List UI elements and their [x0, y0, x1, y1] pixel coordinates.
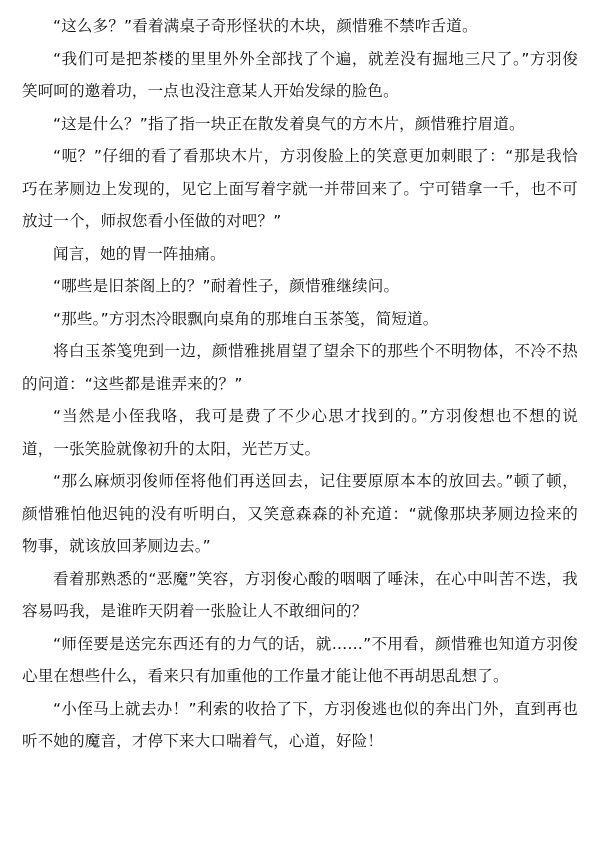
paragraph: “师侄要是送完东西还有的力气的话，就……”不用看，颜惜雅也知道方羽俊心里在想些什么，看来只有加重他的工作量才能让他不再胡思乱想了。 [22, 634, 578, 685]
paragraph: “小侄马上就去办！”利索的收拾了下，方羽俊逃也似的奔出门外，直到再也听不她的魔音，才停下来大口喘着气，心道，好险！ [22, 699, 578, 750]
paragraph: “这是什么？”指了指一块正在散发着臭气的方木片，颜惜雅拧眉道。 [53, 114, 525, 133]
paragraph: 看着那熟悉的“恶魔”笑容，方羽俊心酸的咽咽了唾沫，在心中叫苦不迭，我容易吗我，是谁昨天阴着一张脸让人不敢细问的？ [22, 569, 578, 620]
paragraph: “那么麻烦羽俊师侄将他们再送回去，记住要原原本本的放回去。”顿了顿，颜惜雅怕他迟钝的没有听明白，又笑意森森的补充道：“就像那块茅厕边捡来的物事，就该放回茅厕边去。” [22, 472, 578, 555]
paragraph: “呃？”仔细的看了看那块木片，方羽俊脸上的笑意更加刺眼了：“那是我恰巧在茅厕边上发现的，见它上面写着字就一并带回来了。宁可错拿一千，也不可放过一个，师叔您看小侄做的对吧？” [22, 147, 578, 230]
paragraph: “那些。”方羽杰冷眼飘向桌角的那堆白玉茶笺，简短道。 [53, 309, 439, 328]
paragraph: “这么多？”看着满桌子奇形怪状的木块，颜惜雅不禁咋舌道。 [53, 17, 478, 35]
paragraph: 将白玉茶笺兜到一边，颜惜雅挑眉望了望余下的那些个不明物体，不冷不热的问道：“这些都是谁弄来的？” [22, 342, 578, 393]
paragraph: “当然是小侄我咯，我可是费了不少心思才找到的。”方羽俊想也不想的说道，一张笑脸就像初升的太阳，光芒万丈。 [22, 407, 578, 458]
paragraph: “我们可是把茶楼的里里外外全部找了个遍，就差没有掘地三尺了。”方羽俊笑呵呵的邀着功，一点也没注意某人开始发绿的脸色。 [22, 49, 578, 100]
paragraph: “哪些是旧茶阁上的？”耐着性子，颜惜雅继续问。 [53, 277, 400, 295]
paragraph: 闻言，她的胃一阵抽痛。 [53, 244, 226, 263]
